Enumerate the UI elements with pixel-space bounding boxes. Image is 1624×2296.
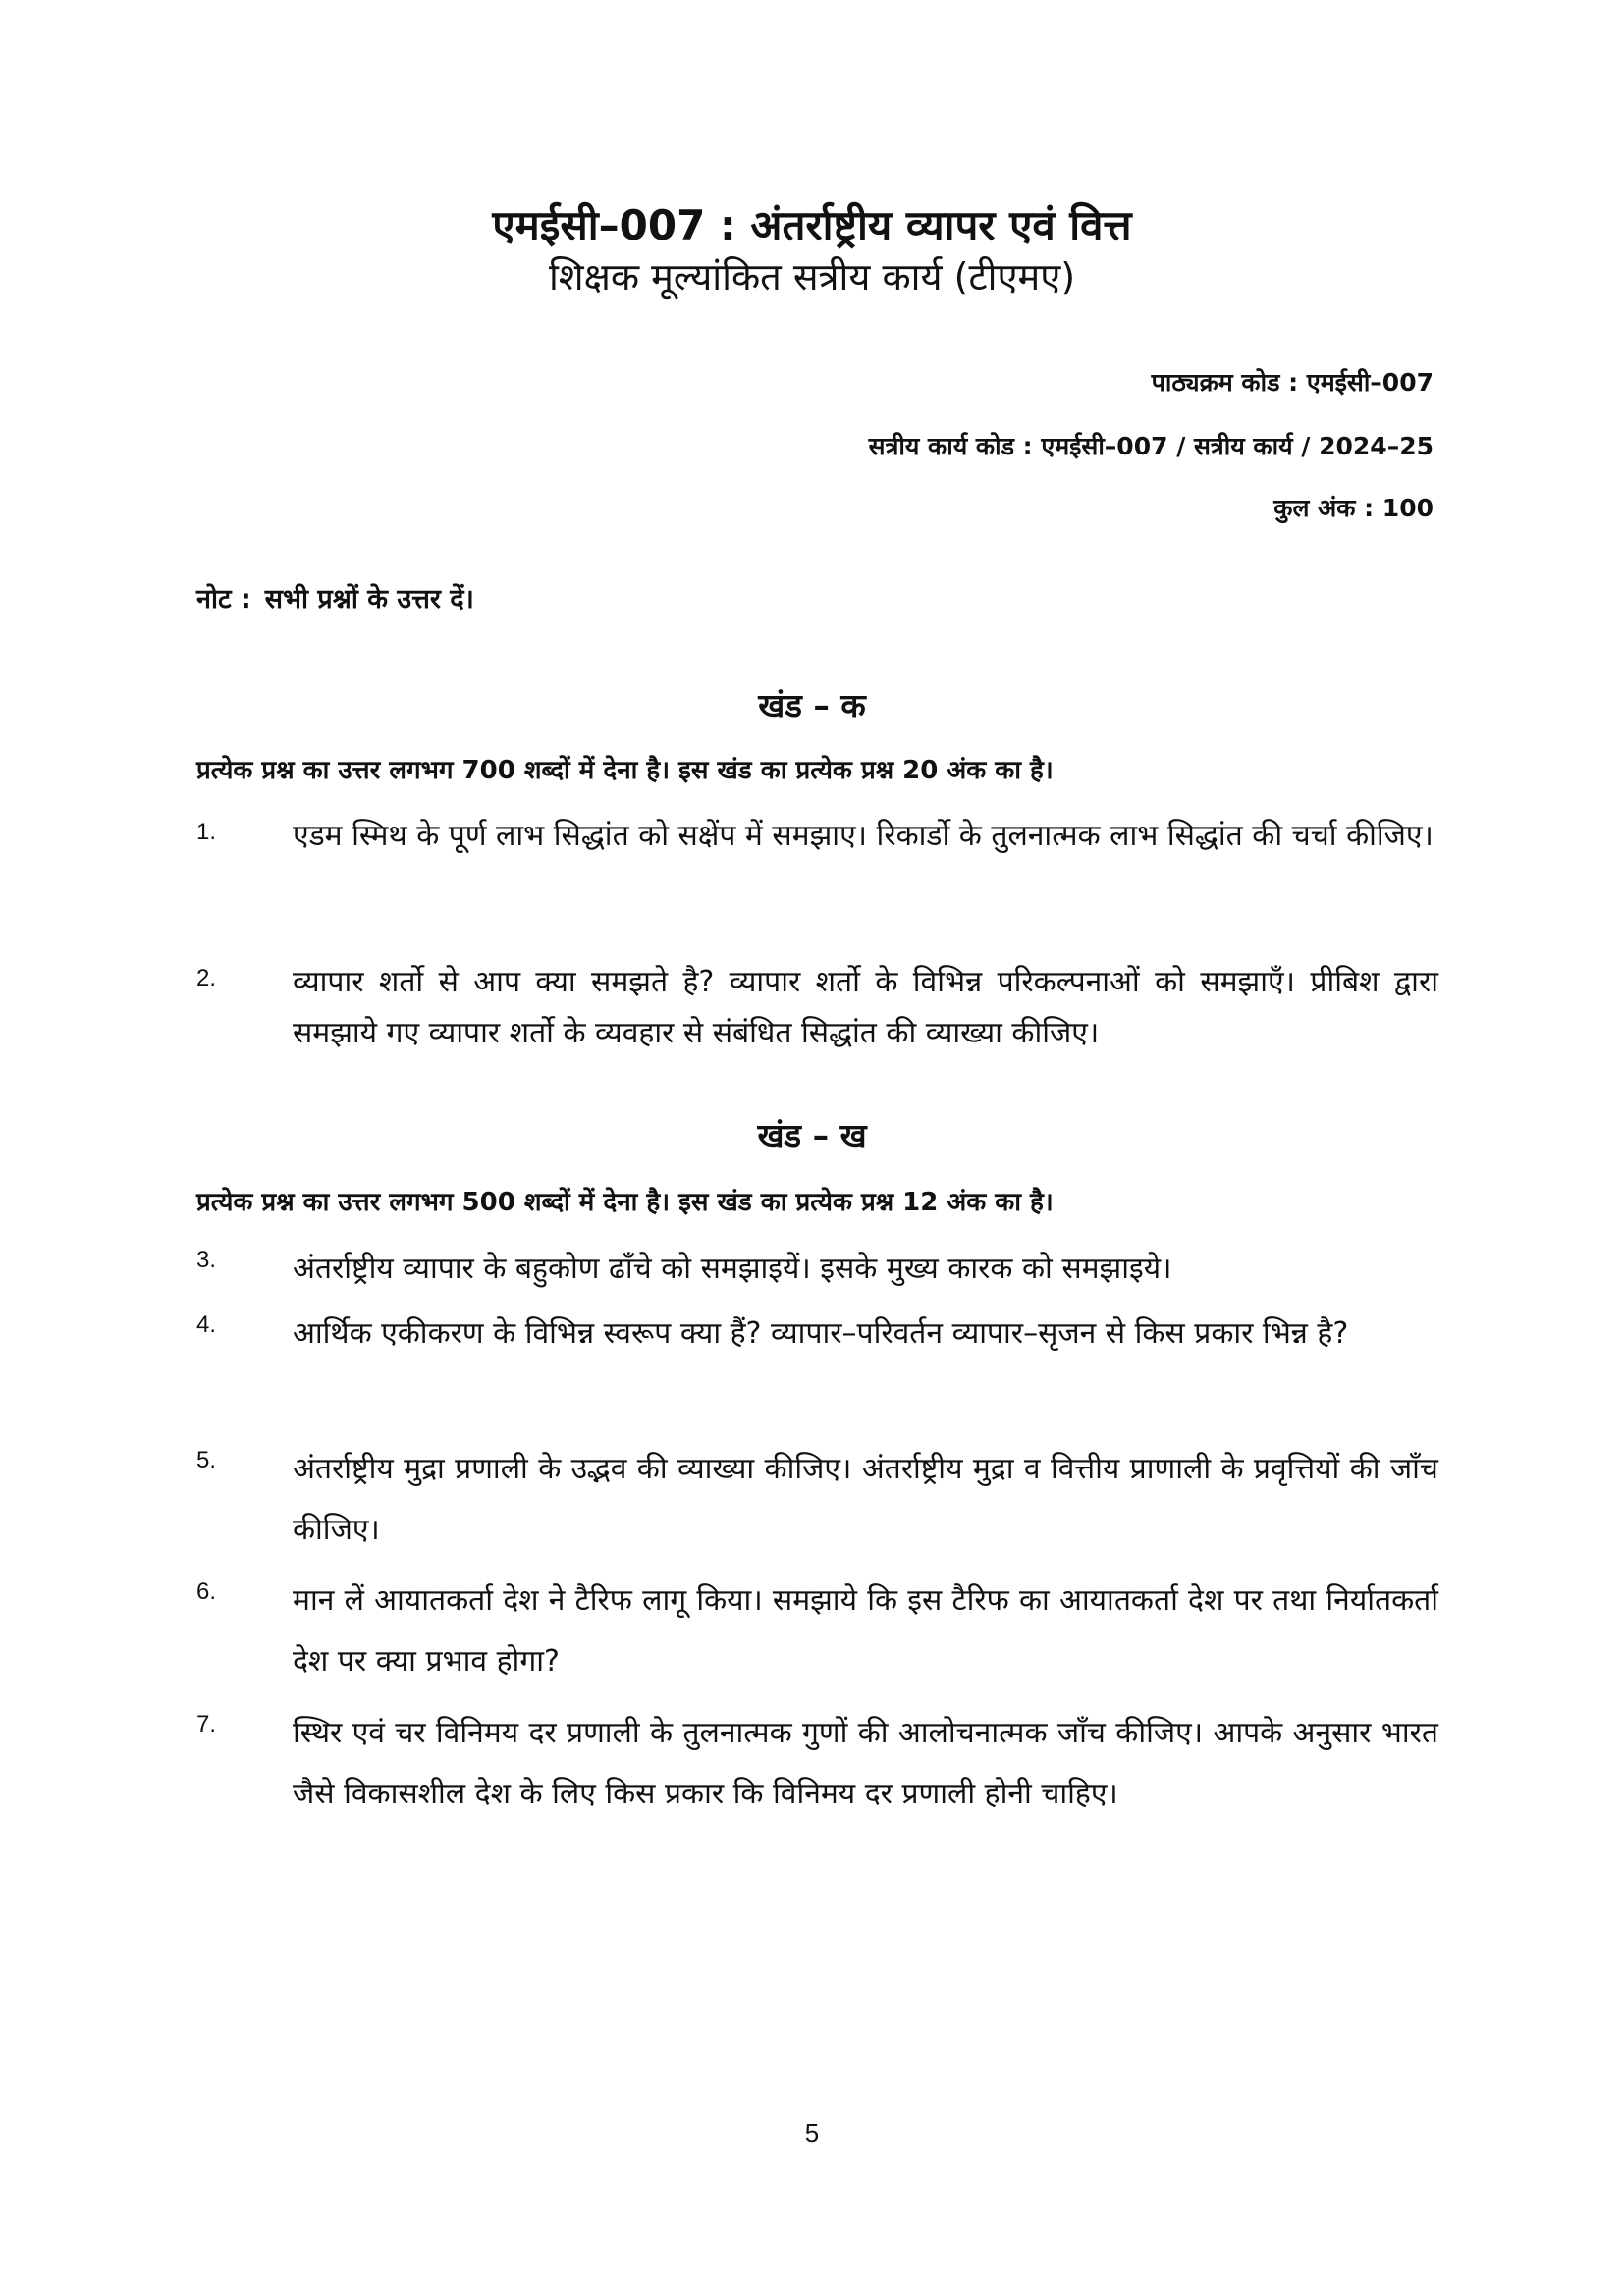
question-4 <box>196 1304 1438 1364</box>
document-title: एमईसी–007 : अंतर्राष्ट्रीय व्यापर एवं वित्त <box>492 201 1132 249</box>
question-number: 6. <box>196 1578 217 1605</box>
section-b-instruction: प्रत्येक प्रश्न का उत्तर लगभग 500 शब्दों में देना है। इस खंड का प्रत्येक प्रश्न 12 अंक का है। <box>196 1188 1054 1217</box>
page-number: 5 <box>804 2118 820 2148</box>
question-1 <box>196 811 1438 862</box>
question-text: मान लें आयातकर्ता देश ने टैरिफ लागू किया। समझाये कि इस टैरिफ का आयातकर्ता देश पर तथा निर्यातकर्ता देश पर क्या प्रभाव होगा? <box>293 1583 1438 1679</box>
question-text: आर्थिक एकीकरण के विभिन्न स्वरूप क्या हैं? व्यापार–परिवर्तन व्यापार–सृजन से किस प्रकार भिन्न है? <box>293 1316 1349 1351</box>
question-5 <box>196 1439 1438 1561</box>
document-subtitle: शिक्षक मूल्यांकित सत्रीय कार्य (टीएमए) <box>548 255 1076 298</box>
section-a-heading: खंड – क <box>758 686 866 724</box>
course-code: पाठ्यक्रम कोड : एमईसी–007 <box>1151 368 1434 397</box>
note <box>196 579 474 615</box>
question-number: 1. <box>196 819 217 845</box>
assignment-code: सत्रीय कार्य कोड : एमईसी–007 / सत्रीय कार्य / 2024–25 <box>868 432 1434 460</box>
question-2 <box>196 957 1438 1059</box>
question-number: 2. <box>196 965 217 991</box>
question-number: 7. <box>196 1711 217 1737</box>
total-marks: कुल अंक : 100 <box>1273 494 1434 522</box>
question-text: अंतर्राष्ट्रीय मुद्रा प्रणाली के उद्भव की व्याख्या कीजिए। अंतर्राष्ट्रीय मुद्रा व वित्तीय प्राणाली के प्रवृत्तियों की जाँच कीजिए। <box>293 1452 1438 1547</box>
question-text: व्यापार शर्तो से आप क्या समझते है? व्यापार शर्तो के विभिन्न परिकल्पनाओं को समझाएँ। प्रीबिश द्वारा समझाये गए व्यापार शर्तो के व्यवहार से संबंधित सिद्धांत की व्याख्या कीजिए। <box>293 965 1438 1050</box>
question-6 <box>196 1571 1438 1692</box>
question-text: अंतर्राष्ट्रीय व्यापार के बहुकोण ढाँचे को समझाइयें। इसके मुख्य कारक को समझाइये। <box>293 1252 1172 1286</box>
section-b-heading: खंड – ख <box>757 1116 867 1154</box>
note-label: नोट : <box>196 584 251 614</box>
question-text: एडम स्मिथ के पूर्ण लाभ सिद्धांत को सक्षेंप में समझाए। रिकार्डो के तुलनात्मक लाभ सिद्धांत की चर्चा कीजिए। <box>293 819 1434 853</box>
question-7 <box>196 1703 1438 1825</box>
question-number: 4. <box>196 1311 217 1338</box>
section-a-instruction: प्रत्येक प्रश्न का उत्तर लगभग 700 शब्दों में देना है। इस खंड का प्रत्येक प्रश्न 20 अंक का है। <box>196 756 1054 785</box>
question-number: 5. <box>196 1447 217 1473</box>
question-number: 3. <box>196 1247 217 1273</box>
note-text: सभी प्रश्नों के उत्तर दें। <box>264 584 474 614</box>
question-3 <box>196 1239 1438 1300</box>
question-text: स्थिर एवं चर विनिमय दर प्रणाली के तुलनात्मक गुणों की आलोचनात्मक जाँच कीजिए। आपके अनुसार भारत जैसे विकासशील देश के लिए किस प्रकार कि विनिमय दर प्रणाली होनी चाहिए। <box>293 1716 1438 1811</box>
